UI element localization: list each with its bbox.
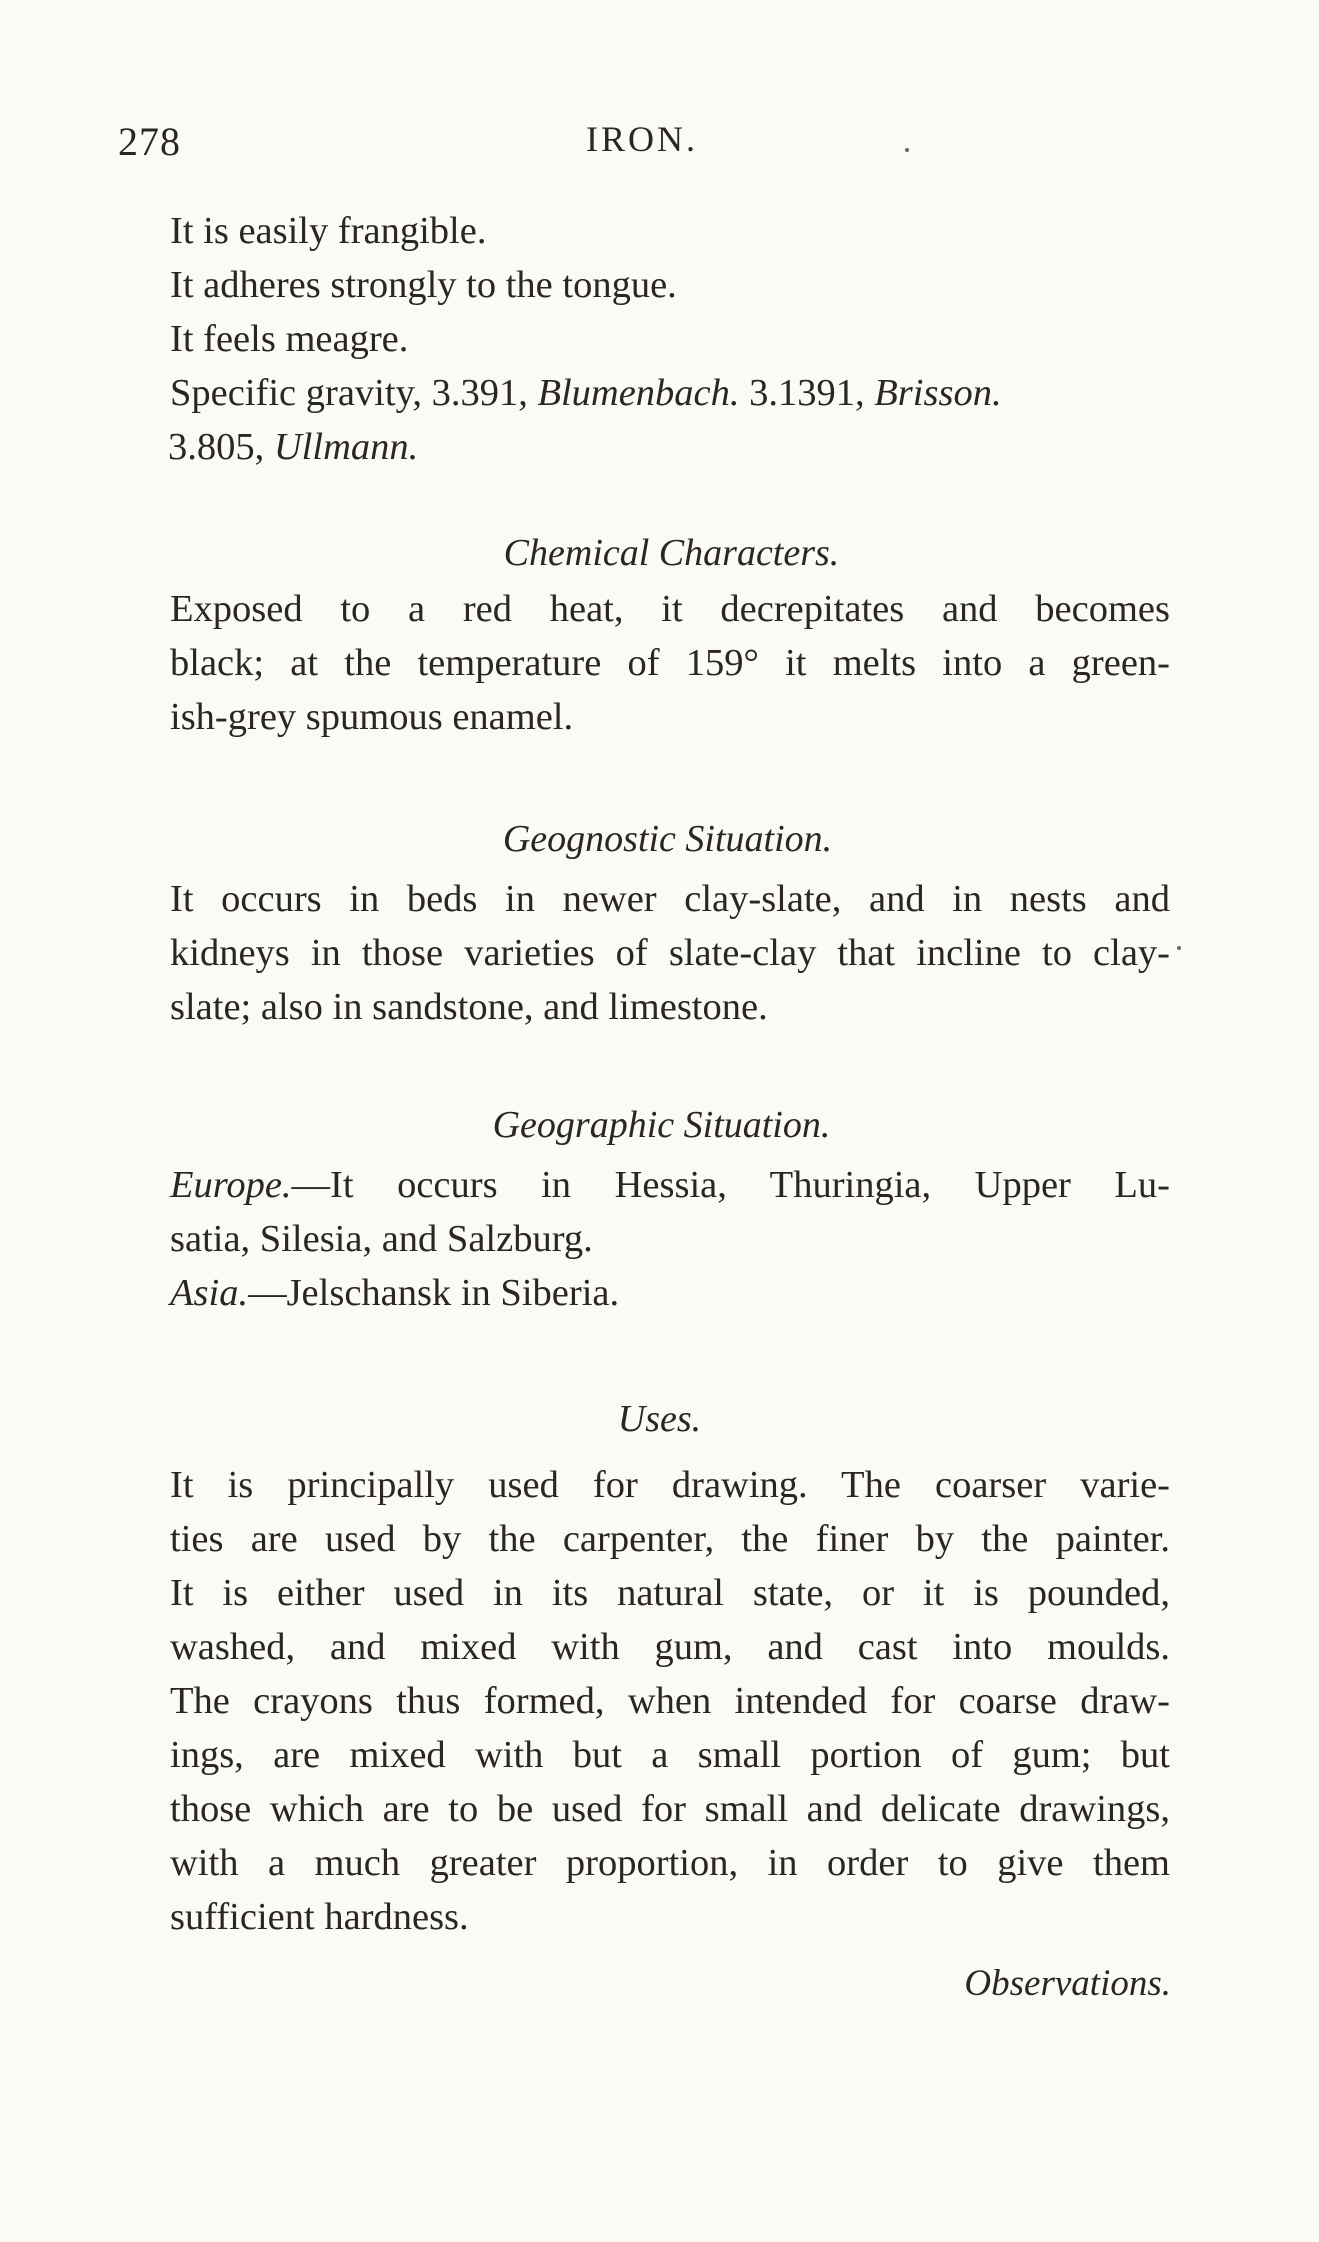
text-line: with a much greater proportion, in order to give them: [170, 1842, 1170, 1884]
paragraph-properties: [170, 204, 1170, 474]
text-run: Specific gravity, 3.391,: [170, 372, 538, 414]
region-label-europe: Europe.: [170, 1164, 292, 1206]
text-line: those which are to be used for small and delicate drawings,: [170, 1788, 1170, 1830]
text-line: sufficient hardness.: [170, 1896, 469, 1938]
catchword: Observations.: [964, 1963, 1171, 2004]
text-line: black; at the temperature of 159° it melts into a green-: [170, 642, 1170, 684]
text-line: It adheres strongly to the tongue.: [170, 264, 677, 306]
paragraph-uses: [170, 1458, 1170, 1944]
page-number: 278: [118, 119, 181, 164]
text-line-asia: [170, 1266, 1170, 1320]
text-run: —It occurs in Hessia, Thuringia, Upper Lu-: [291, 1164, 1170, 1206]
paragraph-geographic: [170, 1158, 1170, 1320]
text-line: kidneys in those varieties of slate-clay that incline to clay-: [170, 932, 1170, 974]
text-line-specific-gravity: [170, 366, 1170, 420]
text-line: It is easily frangible.: [170, 210, 487, 252]
text-line: The crayons thus formed, when intended for coarse draw-: [170, 1680, 1170, 1722]
text-line: slate; also in sandstone, and limestone.: [170, 986, 768, 1028]
text-line: It feels meagre.: [170, 318, 409, 360]
authority-name: Ullmann.: [273, 426, 419, 468]
authority-name: Blumenbach.: [537, 372, 740, 414]
print-speck: [1177, 946, 1181, 950]
paragraph-geognostic: [170, 872, 1170, 1034]
text-line: It occurs in beds in newer clay-slate, and in nests and: [170, 878, 1170, 920]
running-head: [118, 118, 1178, 168]
section-heading-geognostic: Geognostic Situation.: [502, 818, 833, 860]
text-line: Exposed to a red heat, it decrepitates and becomes: [170, 588, 1170, 630]
paragraph-chemical: [170, 582, 1170, 744]
text-run: 3.805,: [168, 426, 274, 468]
text-run: 3.1391,: [739, 372, 875, 414]
section-heading-geographic: Geographic Situation.: [492, 1104, 831, 1146]
text-line: [168, 420, 1170, 474]
text-run: —Jelschansk in Siberia.: [248, 1272, 620, 1314]
text-line: ings, are mixed with but a small portion of gum; but: [170, 1734, 1170, 1776]
text-line: It is principally used for drawing. The coarser varie-: [170, 1464, 1170, 1506]
running-title: IRON.: [586, 119, 698, 159]
text-line-europe: [170, 1158, 1170, 1212]
text-line: washed, and mixed with gum, and cast into moulds.: [170, 1626, 1170, 1668]
print-speck: [905, 148, 909, 152]
authority-name: Brisson.: [874, 372, 1002, 414]
section-heading-chemical: Chemical Characters.: [503, 532, 840, 574]
text-line: ties are used by the carpenter, the finer by the painter.: [170, 1518, 1170, 1560]
text-line: It is either used in its natural state, or it is pounded,: [170, 1572, 1170, 1614]
region-label-asia: Asia.: [170, 1272, 249, 1314]
text-line: satia, Silesia, and Salzburg.: [170, 1218, 593, 1260]
text-line: ish-grey spumous enamel.: [170, 696, 574, 738]
section-heading-uses: Uses.: [617, 1398, 702, 1440]
